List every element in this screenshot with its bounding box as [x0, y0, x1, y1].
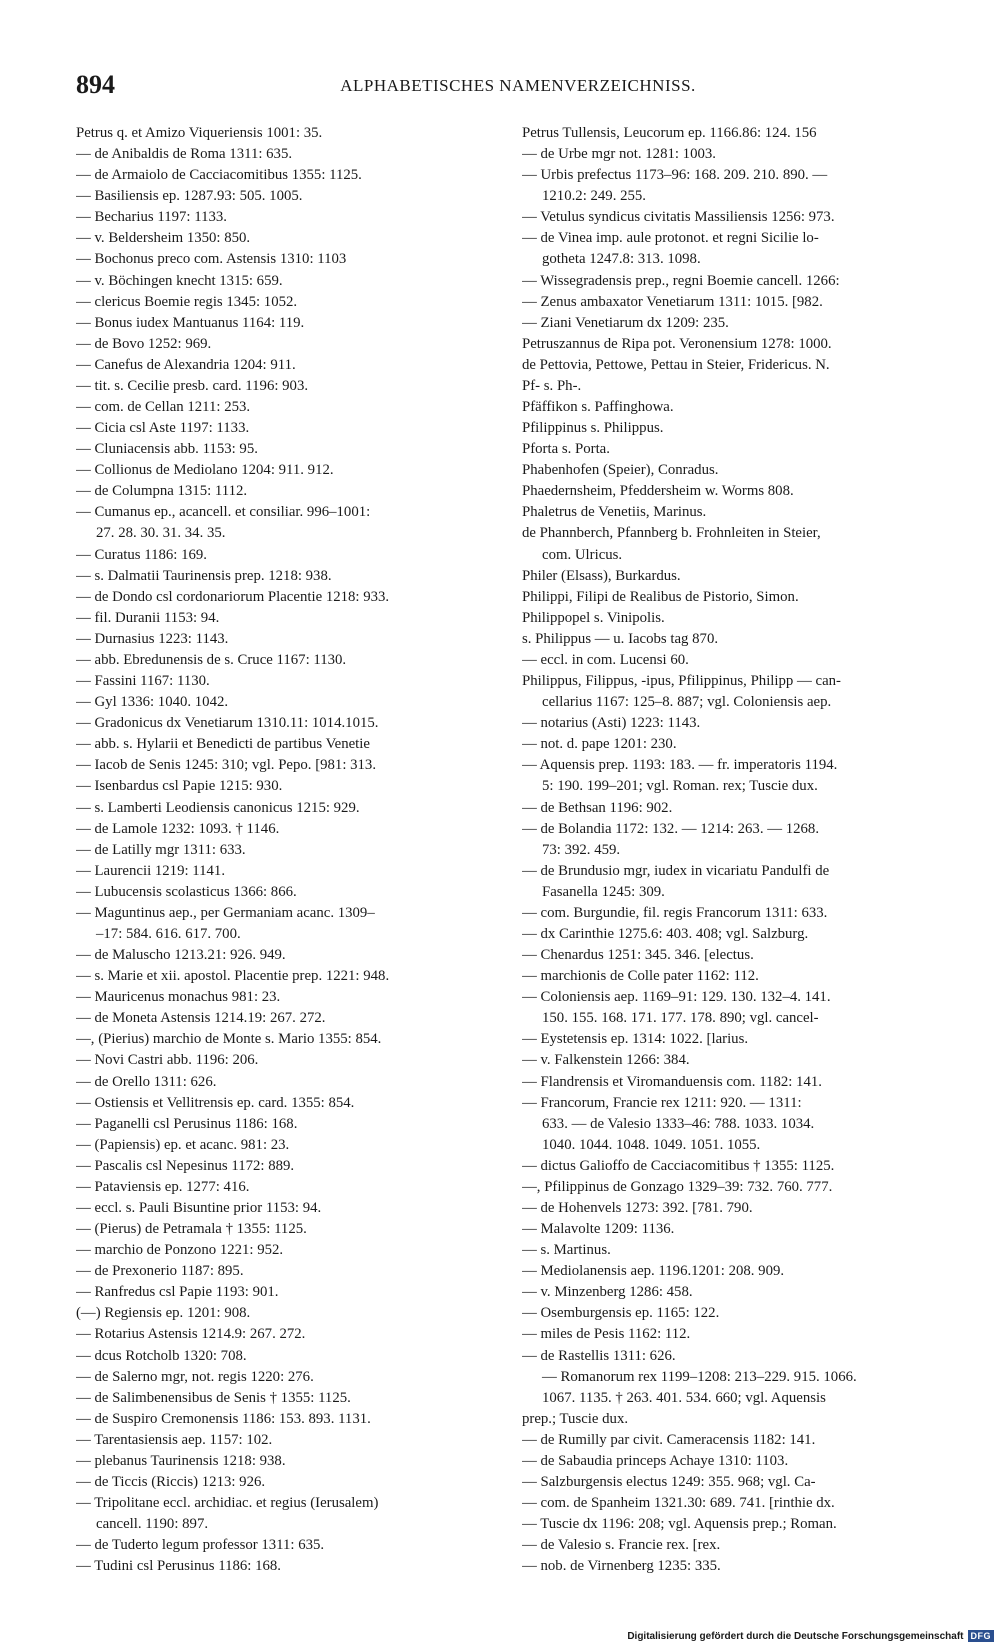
index-entry: Petruszannus de Ripa pot. Veronensium 1278: 1000. — [522, 335, 832, 352]
page-number: 894 — [76, 70, 115, 99]
index-entry: — nob. de Virnenberg 1235: 335. — [522, 1558, 721, 1575]
index-entry: — Malavolte 1209: 1136. — [522, 1221, 675, 1238]
index-entry: — Lubucensis scolasticus 1366: 866. — [76, 883, 297, 900]
index-entry: –17: 584. 616. 617. 700. — [96, 925, 241, 942]
index-entry: — Canefus de Alexandria 1204: 911. — [76, 356, 296, 373]
index-entry: — Basiliensis ep. 1287.93: 505. 1005. — [76, 188, 303, 205]
index-entry: 1040. 1044. 1048. 1049. 1051. 1055. — [542, 1136, 761, 1153]
index-entry: — Tarentasiensis aep. 1157: 102. — [76, 1431, 273, 1448]
index-entry: Phaedernsheim, Pfeddersheim w. Worms 808. — [522, 483, 794, 500]
index-entry: — Flandrensis et Viromanduensis com. 1182: 141. — [522, 1073, 822, 1090]
index-entry: Pfäffikon s. Paffinghowa. — [522, 399, 674, 416]
index-entry: — de Maluscho 1213.21: 926. 949. — [76, 947, 286, 964]
index-entry: (—) Regiensis ep. 1201: 908. — [76, 1305, 251, 1322]
index-entry: — de Urbe mgr not. 1281: 1003. — [522, 146, 716, 163]
index-entry: — (Papiensis) ep. et acanc. 981: 23. — [76, 1136, 290, 1153]
index-entry: — marchionis de Colle pater 1162: 112. — [522, 968, 759, 985]
index-entry: — tit. s. Cecilie presb. card. 1196: 903. — [76, 377, 309, 394]
index-entry: — Gyl 1336: 1040. 1042. — [76, 694, 229, 711]
index-entry: — Vetulus syndicus civitatis Massiliensis 1256: 973. — [522, 209, 835, 226]
index-entry: — de Ticcis (Riccis) 1213: 926. — [76, 1474, 266, 1490]
index-entry: — Eystetensis ep. 1314: 1022. [larius. — [522, 1031, 749, 1048]
index-entry: — not. d. pape 1201: 230. — [522, 736, 677, 753]
index-entry: — Curatus 1186: 169. — [76, 546, 207, 563]
index-entry: — v. Falkenstein 1266: 384. — [522, 1052, 690, 1069]
index-entry: — Francorum, Francie rex 1211: 920. — 1311: — [522, 1094, 802, 1111]
index-entry: — Isenbardus csl Papie 1215: 930. — [76, 778, 283, 795]
index-entry: Pf- s. Ph-. — [522, 377, 582, 394]
index-entry: — Gradonicus dx Venetiarum 1310.11: 1014.1015. — [76, 715, 379, 732]
index-entry: — Salzburgensis electus 1249: 355. 968; vgl. Ca- — [522, 1474, 816, 1490]
index-entry: — Bonus iudex Mantuanus 1164: 119. — [76, 314, 305, 331]
index-entry: — Ziani Venetiarum dx 1209: 235. — [522, 314, 729, 331]
index-entry: — dictus Galioffo de Cacciacomitibus † 1355: 1125. — [522, 1157, 835, 1174]
index-entry: — fil. Duranii 1153: 94. — [76, 609, 220, 626]
index-entry: — Tuscie dx 1196: 208; vgl. Aquensis prep.; Roman. — [522, 1516, 837, 1533]
index-entry: — Pascalis csl Nepesinus 1172: 889. — [76, 1157, 295, 1174]
index-entry: Phaletrus de Venetiis, Marinus. — [522, 504, 707, 521]
index-entry: — de Prexonerio 1187: 895. — [76, 1263, 244, 1280]
index-entry: — de Dondo csl cordonariorum Placentie 1218: 933. — [76, 588, 390, 605]
right-column — [522, 123, 962, 1577]
index-entry: — Cumanus ep., acancell. et consiliar. 996–1001: — [76, 504, 371, 521]
index-entry: — Tudini csl Perusinus 1186: 168. — [76, 1558, 281, 1575]
index-entry: gotheta 1247.8: 313. 1098. — [542, 251, 701, 268]
footer — [627, 1630, 994, 1642]
index-entry: — de Orello 1311: 626. — [76, 1073, 217, 1090]
index-entry: 27. 28. 30. 31. 34. 35. — [96, 525, 226, 542]
index-entry: — eccl. in com. Lucensi 60. — [522, 651, 689, 668]
index-entry: — Urbis prefectus 1173–96: 168. 209. 210. 890. — — [522, 167, 828, 184]
index-entry: —, Pfilippinus de Gonzago 1329–39: 732. 760. 777. — [522, 1178, 833, 1195]
index-entry: — Iacob de Senis 1245: 310; vgl. Pepo. [981: 313. — [76, 757, 377, 774]
index-entry: — Rotarius Astensis 1214.9: 267. 272. — [76, 1326, 306, 1343]
index-entry: — miles de Pesis 1162: 112. — [522, 1326, 691, 1343]
page-header — [76, 70, 960, 100]
index-entry: — v. Minzenberg 1286: 458. — [522, 1284, 693, 1301]
index-entry: Philer (Elsass), Burkardus. — [522, 567, 681, 584]
index-entry: 633. — de Valesio 1333–46: 788. 1033. 1034. — [542, 1115, 815, 1132]
index-entry: — Laurencii 1219: 1141. — [76, 862, 226, 879]
index-entry: — de Latilly mgr 1311: 633. — [76, 841, 246, 858]
index-entry: — de Bovo 1252: 969. — [76, 335, 212, 352]
index-entry: — Bochonus preco com. Astensis 1310: 1103 — [76, 251, 347, 268]
index-entry: — de Salerno mgr, not. regis 1220: 276. — [76, 1368, 314, 1385]
index-entry: — Mediolanensis aep. 1196.1201: 208. 909. — [522, 1263, 785, 1280]
index-entry: — Novi Castri abb. 1196: 206. — [76, 1052, 259, 1069]
index-entry: cellarius 1167: 125–8. 887; vgl. Coloniensis aep. — [542, 694, 832, 711]
index-entry: Philippopel s. Vinipolis. — [522, 609, 665, 626]
index-entry: — v. Böchingen knecht 1315: 659. — [76, 272, 283, 289]
index-entry: — de Tuderto legum professor 1311: 635. — [76, 1537, 325, 1554]
index-entry: — Paganelli csl Perusinus 1186: 168. — [76, 1115, 298, 1132]
index-entry: — plebanus Taurinensis 1218: 938. — [76, 1452, 286, 1469]
index-entry: — de Anibaldis de Roma 1311: 635. — [76, 146, 293, 163]
index-entry: Fasanella 1245: 309. — [542, 883, 665, 900]
index-entry: — Becharius 1197: 1133. — [76, 209, 227, 226]
index-entry: — s. Martinus. — [522, 1242, 611, 1259]
index-entry: — de Suspiro Cremonensis 1186: 153. 893. 1131. — [76, 1410, 371, 1427]
index-entry: — com. de Spanheim 1321.30: 689. 741. [rinthie dx. — [522, 1495, 835, 1512]
index-entry: de Phannberch, Pfannberg b. Frohnleiten in Steier, — [522, 525, 821, 542]
index-entry: — Durnasius 1223: 1143. — [76, 630, 229, 647]
index-entry: 1067. 1135. † 263. 401. 534. 660; vgl. Aquensis — [542, 1389, 826, 1406]
running-head: ALPHABETISCHES NAMENVERZEICHNISS. — [340, 76, 696, 95]
index-entry: Pfilippinus s. Philippus. — [522, 420, 664, 437]
left-column — [76, 123, 506, 1577]
index-entry: — Collionus de Mediolano 1204: 911. 912. — [76, 462, 334, 479]
index-entry: — de Bethsan 1196: 902. — [522, 799, 673, 816]
index-entry: — s. Lamberti Leodiensis canonicus 1215: 929. — [76, 799, 360, 816]
index-entry: 150. 155. 168. 171. 177. 178. 890; vgl. cancel- — [542, 1010, 819, 1027]
index-entry: Philippus, Filippus, -ipus, Pfilippinus, Philipp — can- — [522, 673, 841, 690]
index-entry: — abb. s. Hylarii et Benedicti de partibus Venetie — [76, 736, 370, 753]
index-entry: Pforta s. Porta. — [522, 441, 610, 458]
dfg-logo: DFG — [968, 1630, 995, 1642]
index-entry: — Osemburgensis ep. 1165: 122. — [522, 1305, 720, 1322]
index-entry: — notarius (Asti) 1223: 1143. — [522, 715, 701, 732]
index-entry: — marchio de Ponzono 1221: 952. — [76, 1242, 284, 1259]
index-entry: — Ranfredus csl Papie 1193: 901. — [76, 1284, 279, 1301]
index-entry: — clericus Boemie regis 1345: 1052. — [76, 293, 298, 310]
index-entry: Philippi, Filipi de Realibus de Pistorio, Simon. — [522, 588, 799, 605]
index-entry: — Aquensis prep. 1193: 183. — fr. imperatoris 1194. — [522, 757, 838, 774]
index-entry: — eccl. s. Pauli Bisuntine prior 1153: 94. — [76, 1199, 322, 1216]
index-entry: — de Armaiolo de Cacciacomitibus 1355: 1125. — [76, 167, 362, 184]
index-entry: — de Columpna 1315: 1112. — [76, 483, 248, 500]
index-entry: — Ostiensis et Vellitrensis ep. card. 1355: 854. — [76, 1094, 355, 1111]
index-entry: — Mauricenus monachus 981: 23. — [76, 989, 281, 1006]
index-entry: 1210.2: 249. 255. — [542, 188, 646, 205]
index-entry: — de Vinea imp. aule protonot. et regni Sicilie lo- — [522, 230, 819, 247]
index-entry: — de Hohenvels 1273: 392. [781. 790. — [522, 1199, 753, 1216]
index-entry: — s. Marie et xii. apostol. Placentie prep. 1221: 948. — [76, 968, 390, 985]
index-entry: — Romanorum rex 1199–1208: 213–229. 915. 1066. — [542, 1368, 857, 1385]
index-entry: — dcus Rotcholb 1320: 708. — [76, 1347, 247, 1364]
index-entry: Petrus q. et Amizo Viqueriensis 1001: 35. — [76, 125, 323, 141]
index-entry: — Chenardus 1251: 345. 346. [electus. — [522, 947, 754, 964]
index-entry: — Tripolitane eccl. archidiac. et regius (Ierusalem) — [76, 1495, 379, 1512]
index-entry: — v. Beldersheim 1350: 850. — [76, 230, 251, 247]
index-entry: — de Brundusio mgr, iudex in vicariatu Pandulfi de — [522, 862, 830, 879]
index-entry: — de Moneta Astensis 1214.19: 267. 272. — [76, 1010, 326, 1027]
index-entry: — Wissegradensis prep., regni Boemie cancell. 1266: — [522, 272, 840, 289]
index-entry: — Maguntinus aep., per Germaniam acanc. 1309– — [76, 904, 375, 921]
index-entry: — Cicia csl Aste 1197: 1133. — [76, 420, 250, 437]
index-entry: — com. de Cellan 1211: 253. — [76, 399, 251, 416]
index-entry: com. Ulricus. — [542, 546, 623, 563]
index-entry: — abb. Ebredunensis de s. Cruce 1167: 1130. — [76, 651, 347, 668]
index-entry: — de Salimbenensibus de Senis † 1355: 1125. — [76, 1389, 351, 1406]
index-entry: — de Rumilly par civit. Cameracensis 1182: 141. — [522, 1431, 816, 1448]
index-entry: 73: 392. 459. — [542, 841, 621, 858]
index-entry: — Coloniensis aep. 1169–91: 129. 130. 132–4. 141. — [522, 989, 831, 1006]
index-entry: — Zenus ambaxator Venetiarum 1311: 1015. [982. — [522, 293, 823, 310]
index-entry: prep.; Tuscie dux. — [522, 1410, 629, 1427]
index-entry: — de Lamole 1232: 1093. † 1146. — [76, 820, 280, 837]
footer-credit: Digitalisierung gefördert durch die Deutsche Forschungsgemeinschaft — [627, 1630, 964, 1642]
index-entry: — com. Burgundie, fil. regis Francorum 1311: 633. — [522, 904, 828, 921]
index-entry: Phabenhofen (Speier), Conradus. — [522, 462, 719, 479]
index-entry: — Pataviensis ep. 1277: 416. — [76, 1178, 250, 1195]
index-entry: — (Pierus) de Petramala † 1355: 1125. — [76, 1221, 307, 1238]
index-entry: 5: 190. 199–201; vgl. Roman. rex; Tuscie dux. — [542, 778, 818, 795]
index-entry: cancell. 1190: 897. — [96, 1516, 209, 1533]
index-entry: — s. Dalmatii Taurinensis prep. 1218: 938. — [76, 567, 332, 584]
index-entry: — de Rastellis 1311: 626. — [522, 1347, 676, 1364]
index-entry: — de Bolandia 1172: 132. — 1214: 263. — 1268. — [522, 820, 820, 837]
index-entry: s. Philippus — u. Iacobs tag 870. — [522, 630, 719, 647]
index-entry: —, (Pierius) marchio de Monte s. Mario 1355: 854. — [76, 1031, 382, 1048]
index-entry: — Fassini 1167: 1130. — [76, 673, 210, 690]
index-entry: — de Sabaudia princeps Achaye 1310: 1103. — [522, 1452, 789, 1469]
index-entry: — Cluniacensis abb. 1153: 95. — [76, 441, 258, 458]
index-entry: Petrus Tullensis, Leucorum ep. 1166.86: 124. 156 — [522, 125, 817, 141]
index-entry: — de Valesio s. Francie rex. [rex. — [522, 1537, 721, 1554]
index-entry: — dx Carinthie 1275.6: 403. 408; vgl. Salzburg. — [522, 925, 809, 942]
index-entry: de Pettovia, Pettowe, Pettau in Steier, Fridericus. N. — [522, 356, 830, 373]
